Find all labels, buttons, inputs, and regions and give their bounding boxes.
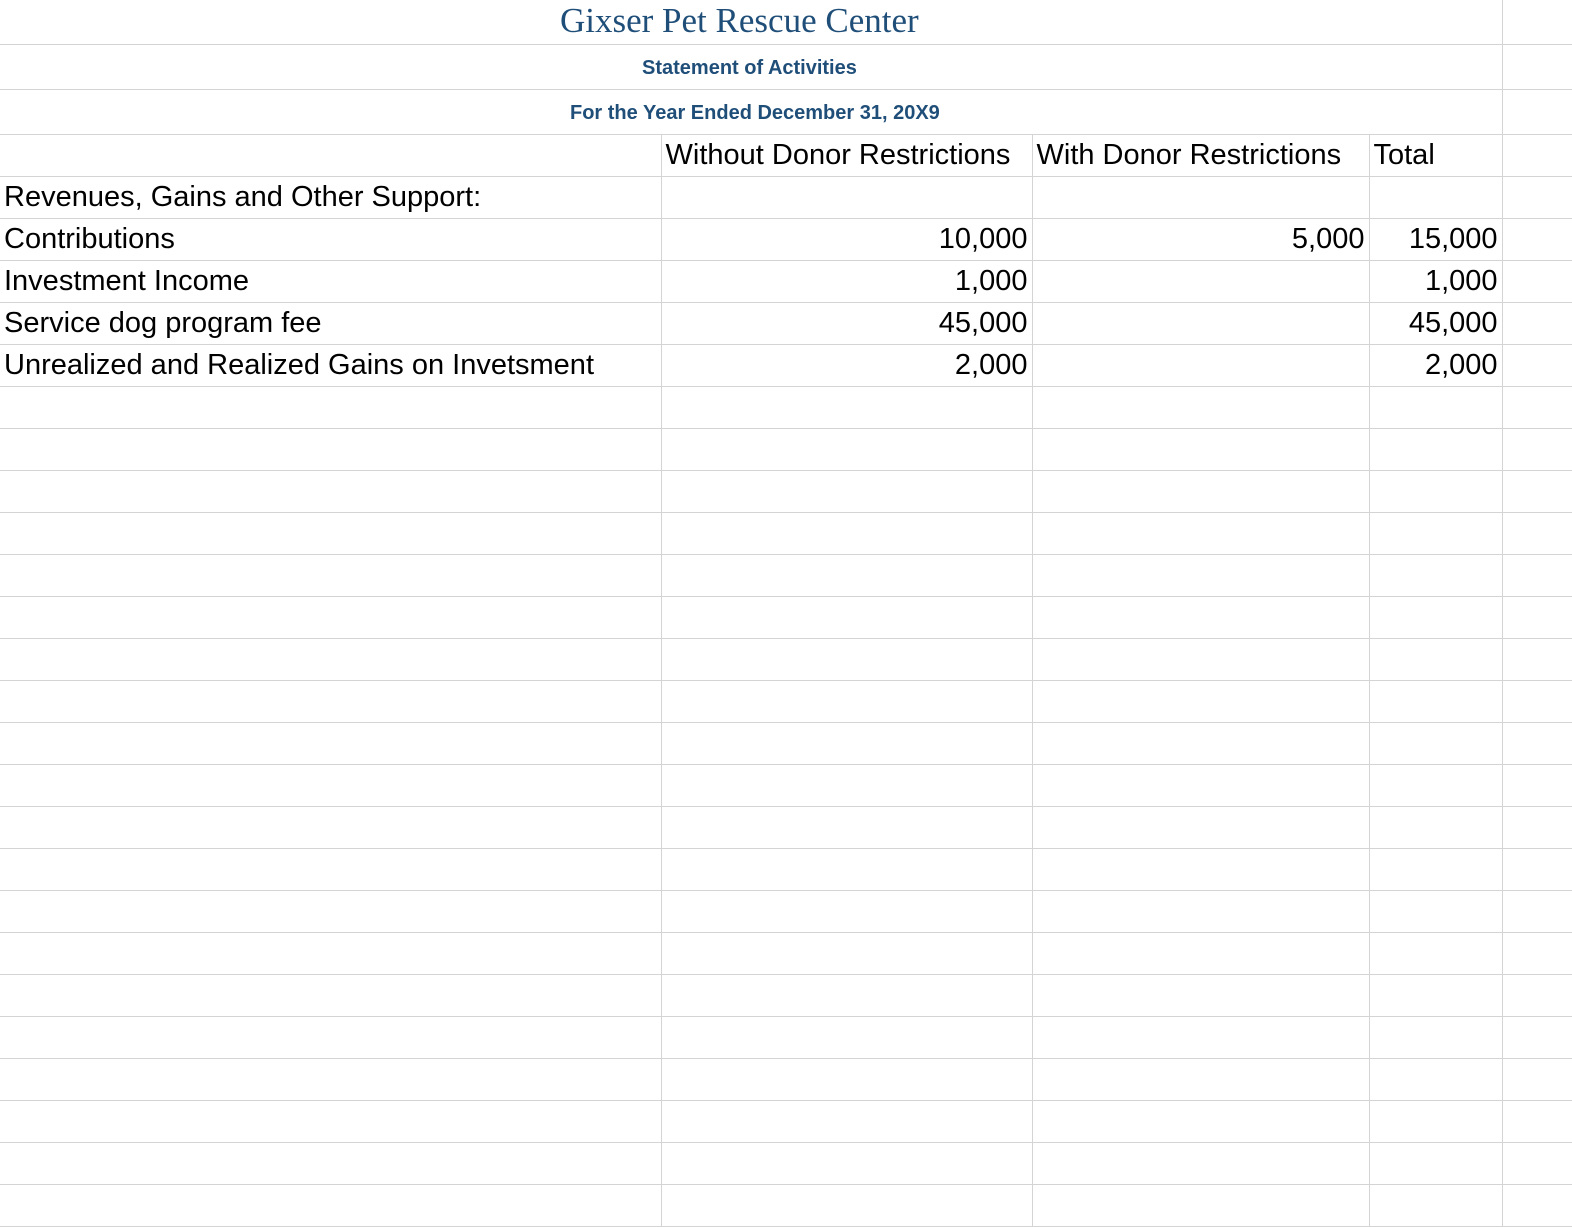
- value-total[interactable]: 45,000: [1369, 303, 1502, 345]
- row-label[interactable]: Investment Income: [0, 261, 661, 303]
- value-total[interactable]: 2,000: [1369, 345, 1502, 387]
- cell-title[interactable]: [0, 0, 1502, 45]
- cell-empty[interactable]: [1502, 891, 1572, 933]
- cell-empty[interactable]: [1369, 807, 1502, 849]
- cell-subtitle[interactable]: [0, 45, 1502, 90]
- cell-empty[interactable]: [661, 597, 1032, 639]
- header-row: [0, 135, 1572, 177]
- cell-empty[interactable]: [0, 135, 661, 177]
- cell-empty[interactable]: [1032, 807, 1369, 849]
- cell-empty[interactable]: [0, 1059, 661, 1101]
- value-without-restrictions[interactable]: 2,000: [661, 345, 1032, 387]
- statement-title: Statement of Activities: [642, 57, 857, 79]
- cell-empty[interactable]: [661, 933, 1032, 975]
- empty-row: [0, 891, 1572, 933]
- cell-empty[interactable]: [1369, 1059, 1502, 1101]
- cell-empty[interactable]: [1369, 891, 1502, 933]
- cell-empty[interactable]: [1369, 1017, 1502, 1059]
- cell-empty[interactable]: [1032, 765, 1369, 807]
- cell-empty[interactable]: [1502, 639, 1572, 681]
- cell-empty[interactable]: [661, 891, 1032, 933]
- cell-empty[interactable]: [1032, 1143, 1369, 1185]
- cell-empty[interactable]: [1502, 1059, 1572, 1101]
- cell-empty[interactable]: [1032, 723, 1369, 765]
- period-title: For the Year Ended December 31, 20X9: [570, 102, 940, 124]
- value-total[interactable]: 1,000: [1369, 261, 1502, 303]
- cell-empty[interactable]: [1369, 933, 1502, 975]
- cell-empty[interactable]: [1369, 639, 1502, 681]
- cell-empty[interactable]: [661, 177, 1032, 219]
- value-without-restrictions[interactable]: 10,000: [661, 219, 1032, 261]
- cell-empty[interactable]: [1502, 387, 1572, 429]
- section-label[interactable]: Revenues, Gains and Other Support:: [0, 177, 661, 219]
- cell-empty[interactable]: [1032, 1059, 1369, 1101]
- cell-empty[interactable]: [0, 429, 661, 471]
- cell-empty[interactable]: [1032, 975, 1369, 1017]
- cell-empty[interactable]: [1369, 681, 1502, 723]
- cell-empty[interactable]: [1502, 933, 1572, 975]
- column-header-without-restrictions[interactable]: Without Donor Restrictions: [661, 135, 1032, 177]
- cell-empty[interactable]: [0, 807, 661, 849]
- cell-empty[interactable]: [0, 555, 661, 597]
- cell-empty[interactable]: [1032, 891, 1369, 933]
- cell-empty[interactable]: [661, 429, 1032, 471]
- cell-empty[interactable]: [1032, 471, 1369, 513]
- empty-row: [0, 765, 1572, 807]
- cell-empty[interactable]: [661, 1059, 1032, 1101]
- empty-row: [0, 471, 1572, 513]
- cell-empty[interactable]: [661, 1185, 1032, 1227]
- cell-empty[interactable]: [1502, 1101, 1572, 1143]
- cell-empty[interactable]: [0, 471, 661, 513]
- value-with-restrictions[interactable]: [1032, 261, 1369, 303]
- cell-empty[interactable]: [1502, 135, 1572, 177]
- cell-empty[interactable]: [1032, 429, 1369, 471]
- cell-empty[interactable]: [661, 765, 1032, 807]
- organization-title: Gixser Pet Rescue Center: [560, 1, 919, 40]
- value-with-restrictions[interactable]: [1032, 345, 1369, 387]
- cell-empty[interactable]: [0, 1143, 661, 1185]
- cell-empty[interactable]: [0, 723, 661, 765]
- cell-empty[interactable]: [0, 765, 661, 807]
- empty-row: [0, 975, 1572, 1017]
- empty-row: [0, 807, 1572, 849]
- value-without-restrictions[interactable]: 45,000: [661, 303, 1032, 345]
- row-label[interactable]: Service dog program fee: [0, 303, 661, 345]
- cell-empty[interactable]: [0, 1017, 661, 1059]
- empty-row: [0, 723, 1572, 765]
- cell-empty[interactable]: [1369, 723, 1502, 765]
- empty-row: [0, 849, 1572, 891]
- cell-empty[interactable]: [1502, 90, 1572, 135]
- cell-empty[interactable]: [1032, 387, 1369, 429]
- value-with-restrictions[interactable]: 5,000: [1032, 219, 1369, 261]
- section-row: [0, 177, 1572, 219]
- cell-empty[interactable]: [661, 975, 1032, 1017]
- table-row: [0, 261, 1572, 303]
- cell-empty[interactable]: [0, 639, 661, 681]
- cell-empty[interactable]: [661, 1017, 1032, 1059]
- cell-empty[interactable]: [1502, 1017, 1572, 1059]
- cell-empty[interactable]: [1032, 849, 1369, 891]
- cell-empty[interactable]: [1369, 1101, 1502, 1143]
- cell-empty[interactable]: [1502, 0, 1572, 45]
- value-total[interactable]: 15,000: [1369, 219, 1502, 261]
- cell-period[interactable]: [0, 90, 1502, 135]
- cell-empty[interactable]: [1502, 681, 1572, 723]
- cell-empty[interactable]: [0, 513, 661, 555]
- empty-row: [0, 681, 1572, 723]
- cell-empty[interactable]: [661, 849, 1032, 891]
- cell-empty[interactable]: [0, 1185, 661, 1227]
- empty-row: [0, 1017, 1572, 1059]
- cell-empty[interactable]: [661, 387, 1032, 429]
- cell-empty[interactable]: [1502, 1143, 1572, 1185]
- cell-empty[interactable]: [0, 933, 661, 975]
- cell-empty[interactable]: [1502, 303, 1572, 345]
- value-with-restrictions[interactable]: [1032, 303, 1369, 345]
- cell-empty[interactable]: [661, 513, 1032, 555]
- table-row: [0, 345, 1572, 387]
- row-label[interactable]: Unrealized and Realized Gains on Invetsment: [0, 345, 661, 387]
- title-row: [0, 0, 1572, 45]
- cell-empty[interactable]: [1502, 849, 1572, 891]
- cell-empty[interactable]: [1502, 555, 1572, 597]
- cell-empty[interactable]: [1502, 345, 1572, 387]
- cell-empty[interactable]: [1369, 1185, 1502, 1227]
- column-header-total[interactable]: Total: [1369, 135, 1502, 177]
- cell-empty[interactable]: [1502, 597, 1572, 639]
- cell-empty[interactable]: [1502, 429, 1572, 471]
- cell-empty[interactable]: [1502, 1185, 1572, 1227]
- empty-row: [0, 555, 1572, 597]
- cell-empty[interactable]: [0, 681, 661, 723]
- cell-empty[interactable]: [1369, 765, 1502, 807]
- cell-empty[interactable]: [1502, 807, 1572, 849]
- cell-empty[interactable]: [1032, 1017, 1369, 1059]
- empty-rows: [0, 387, 1572, 1227]
- cell-empty[interactable]: [1502, 261, 1572, 303]
- cell-empty[interactable]: [1502, 219, 1572, 261]
- cell-empty[interactable]: [661, 1143, 1032, 1185]
- cell-empty[interactable]: [1369, 849, 1502, 891]
- cell-empty[interactable]: [1502, 177, 1572, 219]
- empty-row: [0, 387, 1572, 429]
- cell-empty[interactable]: [661, 471, 1032, 513]
- cell-empty[interactable]: [0, 387, 661, 429]
- cell-empty[interactable]: [1502, 723, 1572, 765]
- cell-empty[interactable]: [661, 723, 1032, 765]
- cell-empty[interactable]: [1032, 513, 1369, 555]
- cell-empty[interactable]: [1369, 975, 1502, 1017]
- cell-empty[interactable]: [0, 849, 661, 891]
- cell-empty[interactable]: [1502, 975, 1572, 1017]
- empty-row: [0, 933, 1572, 975]
- cell-empty[interactable]: [0, 1101, 661, 1143]
- column-header-with-restrictions[interactable]: With Donor Restrictions: [1032, 135, 1369, 177]
- cell-empty[interactable]: [0, 891, 661, 933]
- empty-row: [0, 513, 1572, 555]
- cell-empty[interactable]: [661, 681, 1032, 723]
- empty-row: [0, 1059, 1572, 1101]
- table-row: [0, 303, 1572, 345]
- period-row: [0, 90, 1572, 135]
- empty-row: [0, 1143, 1572, 1185]
- cell-empty[interactable]: [1502, 471, 1572, 513]
- cell-empty[interactable]: [1369, 429, 1502, 471]
- empty-row: [0, 1185, 1572, 1227]
- cell-empty[interactable]: [1369, 1143, 1502, 1185]
- cell-empty[interactable]: [661, 555, 1032, 597]
- cell-empty[interactable]: [0, 597, 661, 639]
- cell-empty[interactable]: [661, 639, 1032, 681]
- cell-empty[interactable]: [0, 975, 661, 1017]
- row-label[interactable]: Contributions: [0, 219, 661, 261]
- cell-empty[interactable]: [1369, 513, 1502, 555]
- cell-empty[interactable]: [661, 807, 1032, 849]
- cell-empty[interactable]: [1032, 597, 1369, 639]
- cell-empty[interactable]: [1369, 387, 1502, 429]
- cell-empty[interactable]: [1032, 177, 1369, 219]
- cell-empty[interactable]: [661, 1101, 1032, 1143]
- cell-empty[interactable]: [1032, 1101, 1369, 1143]
- empty-row: [0, 597, 1572, 639]
- cell-empty[interactable]: [1032, 933, 1369, 975]
- cell-empty[interactable]: [1032, 681, 1369, 723]
- cell-empty[interactable]: [1369, 597, 1502, 639]
- cell-empty[interactable]: [1032, 639, 1369, 681]
- cell-empty[interactable]: [1369, 471, 1502, 513]
- empty-row: [0, 429, 1572, 471]
- empty-row: [0, 1101, 1572, 1143]
- cell-empty[interactable]: [1369, 177, 1502, 219]
- cell-empty[interactable]: [1032, 555, 1369, 597]
- cell-empty[interactable]: [1502, 513, 1572, 555]
- cell-empty[interactable]: [1369, 555, 1502, 597]
- cell-empty[interactable]: [1502, 45, 1572, 90]
- table-row: [0, 219, 1572, 261]
- subtitle-row: [0, 45, 1572, 90]
- cell-empty[interactable]: [1032, 1185, 1369, 1227]
- value-without-restrictions[interactable]: 1,000: [661, 261, 1032, 303]
- empty-row: [0, 639, 1572, 681]
- cell-empty[interactable]: [1502, 765, 1572, 807]
